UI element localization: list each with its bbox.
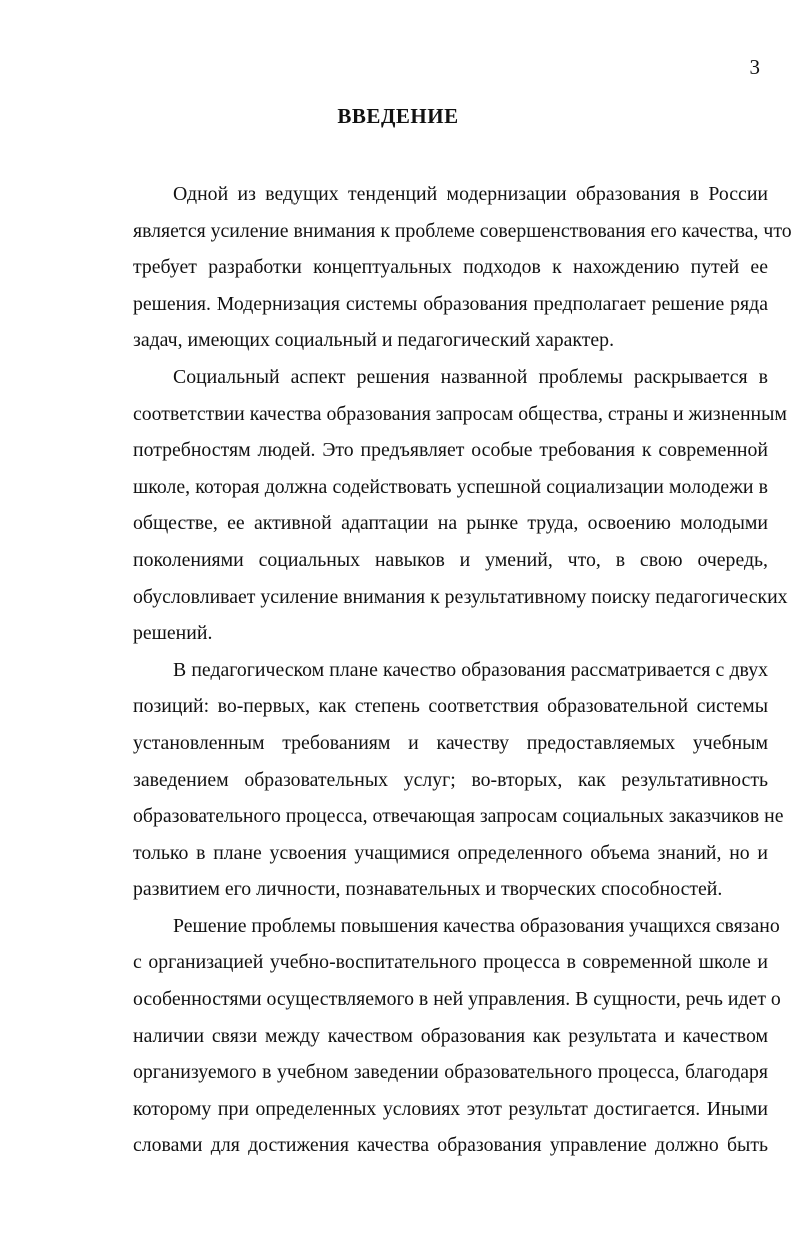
text-line: развитием его личности, познавательных и творческих способностей. (133, 878, 723, 901)
text-line: заведением образовательных услуг; во-вторых, как результативность (133, 768, 768, 791)
text-line: соответствии качества образования запросам общества, страны и жизненным (133, 402, 787, 425)
section-title: ВВЕДЕНИЕ (337, 104, 459, 128)
text-line: позиций: во-первых, как степень соответствия образовательной системы (133, 695, 768, 718)
text-line: обществе, ее активной адаптации на рынке труда, освоению молодыми (133, 512, 768, 535)
page-number: 3 (749, 55, 760, 79)
paragraph-1 (93, 176, 792, 359)
text-line: установленным требованиям и качеству предоставляемых учебным (133, 731, 768, 754)
text-line: которому при определенных условиях этот результат достигается. Иными (133, 1097, 768, 1120)
text-line: наличии связи между качеством образования как результата и качеством (133, 1024, 768, 1047)
body-text (93, 176, 792, 1164)
text-line: школе, которая должна содействовать успешной социализации молодежи в (133, 475, 768, 498)
text-line: потребностям людей. Это предъявляет особые требования к современной (133, 439, 768, 462)
text-line: требует разработки концептуальных подходов к нахождению путей ее (133, 256, 768, 279)
paragraph-3 (93, 652, 784, 908)
text-line: Социальный аспект решения названной проблемы раскрывается в (173, 365, 768, 388)
text-line: словами для достижения качества образования управление должно быть (133, 1134, 768, 1157)
text-line: задач, имеющих социальный и педагогический характер. (133, 329, 615, 352)
text-line: решения. Модернизация системы образования предполагает решение ряда (133, 292, 768, 315)
text-line: поколениями социальных навыков и умений, что, в свою очередь, (133, 548, 768, 571)
text-line: с организацией учебно-воспитательного процесса в современной школе и (133, 951, 768, 974)
text-line: решений. (133, 622, 213, 645)
text-line: только в плане усвоения учащимися определенного объема знаний, но и (133, 841, 768, 864)
text-line: организуемого в учебном заведении образовательного процесса, благодаря (133, 1061, 768, 1084)
text-line: обусловливает усиление внимания к результативному поиску педагогических (133, 585, 788, 608)
text-line: образовательного процесса, отвечающая запросам социальных заказчиков не (133, 805, 784, 828)
text-line: особенностями осуществляемого в ней управления. В сущности, речь идет о (133, 988, 781, 1011)
text-line: Решение проблемы повышения качества образования учащихся связано (173, 914, 780, 937)
paragraph-4 (93, 908, 781, 1164)
paragraph-2 (93, 359, 788, 652)
text-line: В педагогическом плане качество образования рассматривается с двух (173, 658, 768, 681)
text-line: Одной из ведущих тенденций модернизации образования в России (173, 183, 768, 205)
text-line: является усиление внимания к проблеме совершенствования его качества, что (133, 219, 792, 242)
